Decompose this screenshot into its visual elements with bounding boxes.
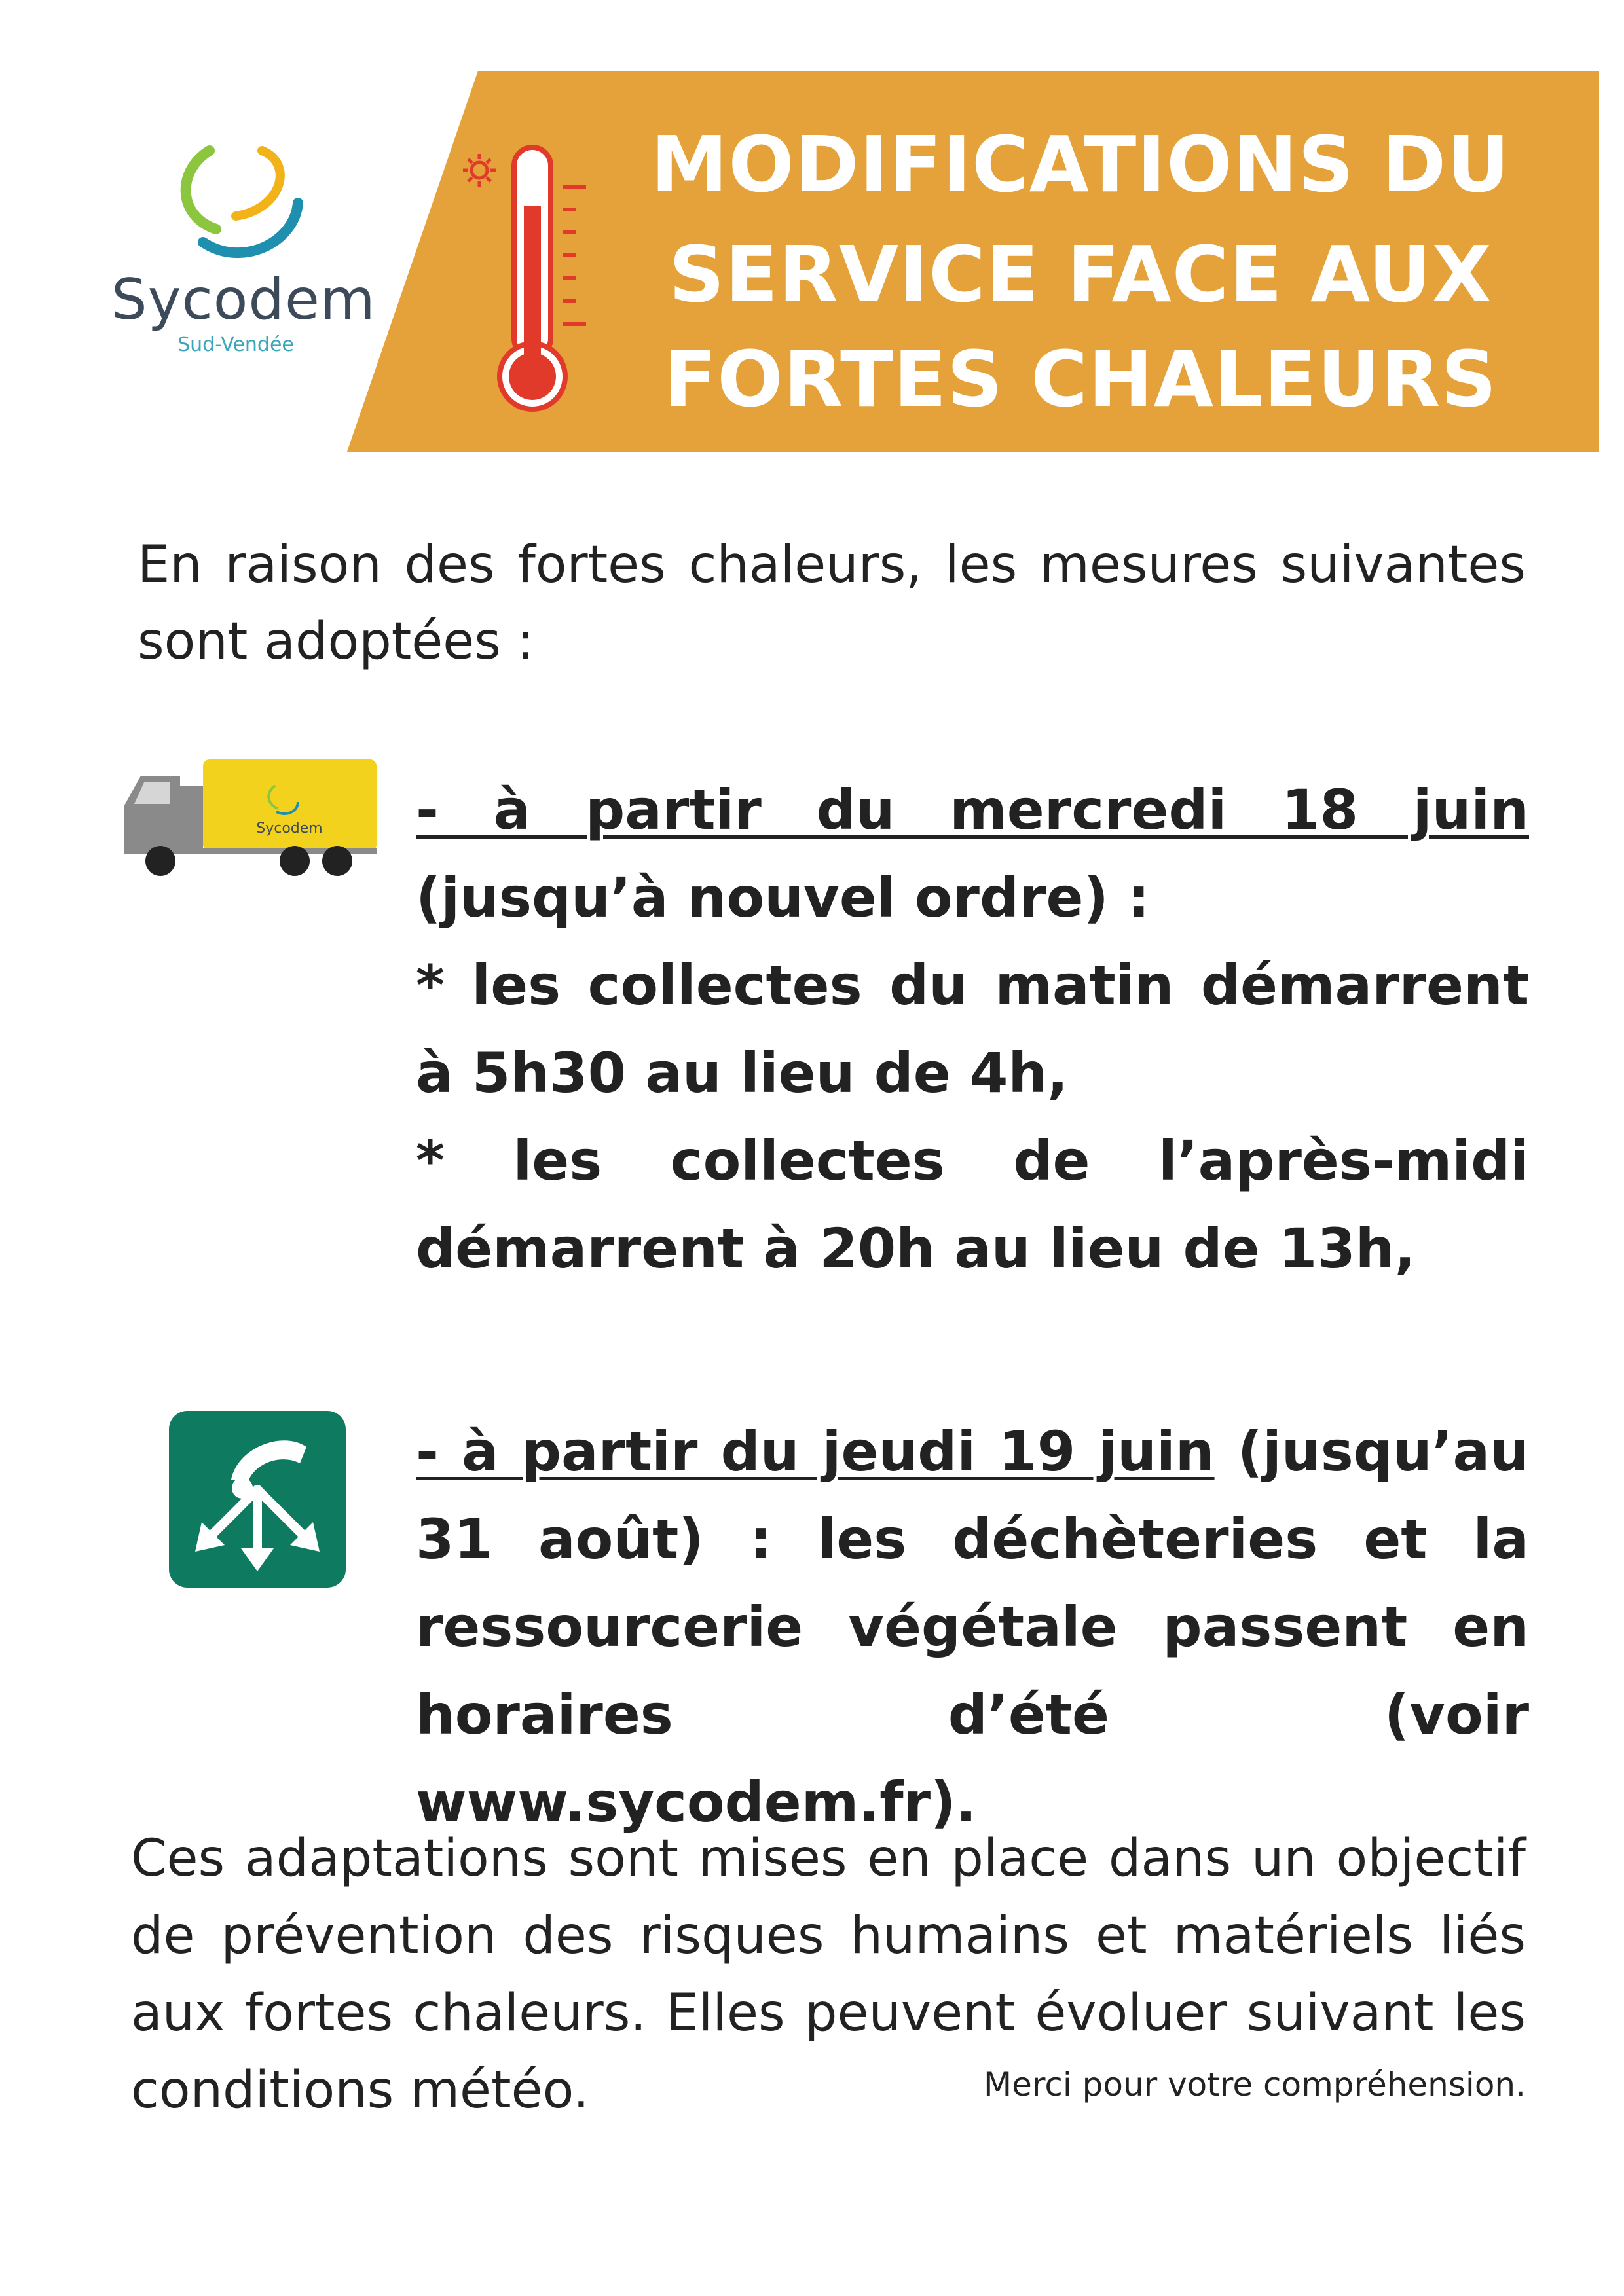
logo-name: Sycodem (111, 267, 376, 333)
section-dechetteries (416, 1408, 1529, 1846)
banner-title-line-1: MODIFICATIONS DU (650, 119, 1511, 210)
thermometer-icon (458, 134, 609, 422)
section1-heading-rest: (jusqu’à nouvel ordre) : (416, 866, 1150, 930)
dechetterie-icon (169, 1411, 346, 1588)
section1-heading: - à partir du mercredi 18 juin (416, 778, 1529, 842)
banner-title-line-3: FORTES CHALEURS (663, 334, 1498, 424)
collection-truck-icon (118, 759, 380, 884)
intro-text: En raison des fortes chaleurs, les mesures suivantes sont adoptées : (138, 536, 1526, 671)
truck-label: Sycodem (256, 820, 323, 837)
section-collection-schedule (416, 766, 1529, 1292)
logo-subtitle: Sud-Vendée (177, 333, 294, 356)
banner-title-line-2: SERVICE FACE AUX (669, 229, 1492, 319)
section1-item-afternoon: * les collectes de l’après-midi démarrent à 20h au lieu de 13h, (416, 1129, 1529, 1281)
closing-text: Ces adaptations sont mises en place dans un objectif de prévention des risques humains et matériels liés aux fortes chaleurs. Elles peuvent évoluer suivant les conditions météo. (131, 1829, 1526, 2120)
section1-item-morning: * les collectes du matin démarrent à 5h30 au lieu de 4h, (416, 953, 1529, 1105)
section2-text: (jusqu’au 31 août) : les déchèteries et la ressourcerie végétale passent en horaires d’été (voir www.sycodem.fr). (416, 1419, 1530, 1834)
thanks-text: Merci pour votre compréhension. (983, 2066, 1526, 2104)
section2-heading: - à partir du jeudi 19 juin (416, 1419, 1215, 1484)
sycodem-logo-icon (164, 131, 314, 275)
